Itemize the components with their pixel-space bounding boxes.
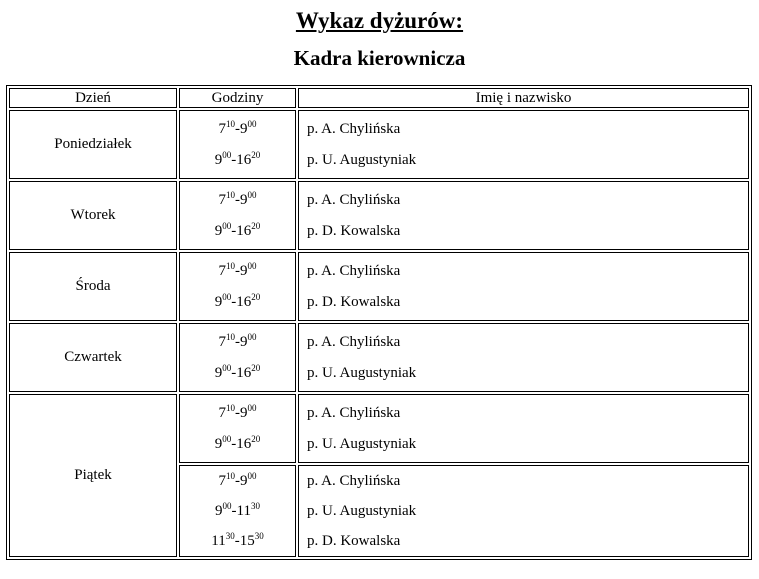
person-name: p. A. Chylińska — [307, 404, 401, 421]
name-cell — [298, 323, 749, 392]
name-cell — [298, 394, 749, 463]
time-range: $9^{00}-16^{20}$ — [214, 433, 261, 452]
person-name: p. U. Augustyniak — [307, 503, 417, 519]
time-range: $7^{10}-9^{00}$ — [218, 331, 257, 350]
hours-cell — [179, 323, 296, 392]
person-name: p. A. Chylińska — [307, 333, 401, 350]
person-name: p. A. Chylińska — [307, 473, 401, 489]
page-subtitle: Kadra kierownicza — [293, 46, 466, 70]
name-cell — [298, 465, 749, 557]
time-range: $9^{00}-16^{20}$ — [214, 291, 261, 310]
name-cell — [298, 181, 749, 250]
header-row — [9, 88, 749, 108]
page-title: Wykaz dyżurów: — [295, 8, 464, 33]
time-range: $11^{30}-15^{30}$ — [211, 531, 264, 549]
time-range: $9^{00}-11^{30}$ — [215, 501, 260, 519]
day-cell: Piątek — [9, 394, 177, 557]
table-row — [9, 323, 749, 392]
duty-table — [6, 85, 752, 560]
person-name: p. A. Chylińska — [307, 262, 401, 279]
day-cell: Czwartek — [9, 323, 177, 392]
person-name: p. U. Augustyniak — [307, 151, 417, 168]
person-name: p. D. Kowalska — [307, 222, 401, 239]
person-name: p. A. Chylińska — [307, 120, 401, 137]
time-range: $7^{10}-9^{00}$ — [218, 118, 257, 137]
table-row — [9, 252, 749, 321]
name-cell — [298, 110, 749, 179]
table-row — [9, 110, 749, 179]
time-range: $7^{10}-9^{00}$ — [218, 402, 257, 421]
person-name: p. U. Augustyniak — [307, 435, 417, 452]
time-range: $7^{10}-9^{00}$ — [218, 189, 257, 208]
time-range: $7^{10}-9^{00}$ — [218, 471, 257, 489]
name-cell — [298, 252, 749, 321]
hours-cell — [179, 394, 296, 463]
person-name: p. D. Kowalska — [307, 293, 401, 310]
hours-cell — [179, 465, 296, 557]
person-name: p. A. Chylińska — [307, 191, 401, 208]
day-cell: Poniedziałek — [9, 110, 177, 179]
hours-cell — [179, 181, 296, 250]
person-name: p. D. Kowalska — [307, 533, 401, 549]
day-cell: Wtorek — [9, 181, 177, 250]
table-row — [9, 394, 749, 463]
hours-cell — [179, 252, 296, 321]
time-range: $9^{00}-16^{20}$ — [214, 149, 261, 168]
time-range: $9^{00}-16^{20}$ — [214, 220, 261, 239]
time-range: $9^{00}-16^{20}$ — [214, 362, 261, 381]
hours-cell — [179, 110, 296, 179]
day-cell: Środa — [9, 252, 177, 321]
table-row — [9, 181, 749, 250]
header-day: Dzień — [9, 88, 177, 108]
person-name: p. U. Augustyniak — [307, 364, 417, 381]
time-range: $7^{10}-9^{00}$ — [218, 260, 257, 279]
header-hours: Godziny — [179, 88, 296, 108]
header-name: Imię i nazwisko — [298, 88, 749, 108]
